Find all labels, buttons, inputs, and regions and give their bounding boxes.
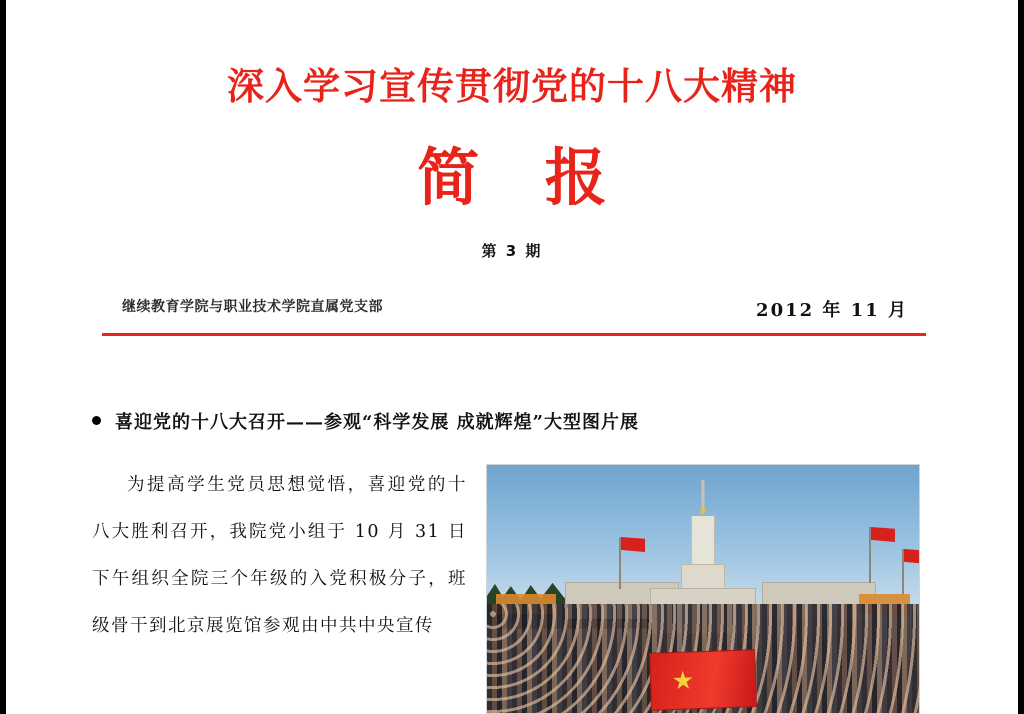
article-heading-row — [92, 408, 942, 434]
masthead-meta — [102, 296, 922, 322]
star-icon — [673, 670, 694, 691]
group-photo-beijing-exhibition-hall — [486, 464, 920, 714]
bullet-point-icon — [92, 416, 101, 425]
article-heading: 喜迎党的十八大召开——参观“科学发展 成就辉煌”大型图片展 — [115, 412, 639, 433]
photo-flagpole-2 — [869, 527, 871, 583]
red-divider-rule — [102, 333, 926, 336]
photo-flagpole-3 — [902, 549, 904, 595]
flag-icon — [871, 527, 895, 542]
article-body-column — [92, 462, 467, 650]
issue-date: 2012 年 11 月 — [756, 300, 908, 321]
photo-party-flag-banner — [649, 649, 757, 711]
photo-flagpole-1 — [619, 537, 621, 589]
issue-number: 第 3 期 — [481, 242, 543, 260]
document-subtitle: 简 报 — [417, 141, 629, 214]
issuing-department: 继续教育学院与职业技术学院直属党支部 — [122, 299, 383, 315]
article-paragraph: 为提高学生党员思想觉悟，喜迎党的十八大胜利召开，我院党小组于 10 月 31 日下午组织全院三个年级的入党积极分子，班级骨干到北京展览馆参观由中共中央宣传 — [92, 475, 467, 636]
photo-tower-upper — [691, 516, 715, 564]
flag-icon — [904, 549, 920, 564]
page-content — [6, 0, 1018, 714]
document-title: 深入学习宣传贯彻党的十八大精神 — [227, 64, 797, 108]
flag-icon — [621, 537, 645, 552]
